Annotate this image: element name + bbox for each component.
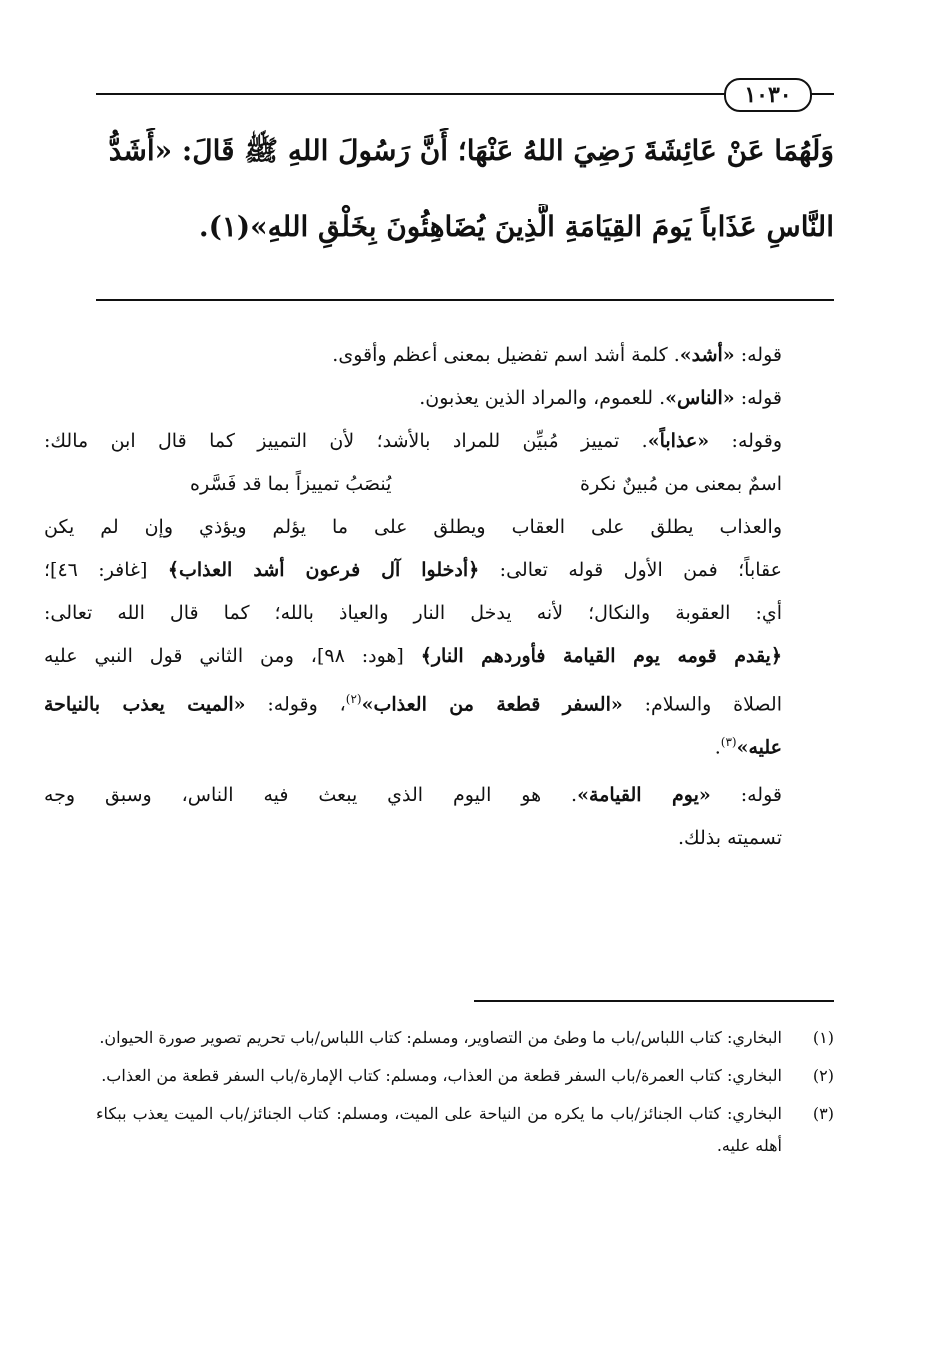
footnote-text: البخاري: كتاب العمرة/باب السفر قطعة من العذاب، ومسلم: كتاب الإمارة/باب السفر قطعة من العذاب.: [101, 1066, 782, 1085]
hadith-line-2: النَّاسِ عَذَاباً يَومَ القِيَامَةِ الَّذِينَ يُضَاهِئُونَ بِخَلْقِ اللهِ»(١).: [198, 210, 834, 243]
hadith-quote: «السفر قطعة من العذاب»: [361, 693, 623, 716]
footnote: [96, 1098, 834, 1162]
term: «الناس»: [665, 387, 735, 409]
verse-first-hemistich: اسمٌ بمعنى من مُبينٌ نكرة: [580, 473, 782, 495]
footnote: [96, 1060, 834, 1092]
commentary-line: قوله: «الناس». للعموم، والمراد الذين يعذبون.: [419, 387, 782, 409]
section-divider: [96, 299, 834, 301]
commentary-line: عقاباً؛ فمن الأول قوله تعالى: ﴿أدخلوا آل فرعون أشد العذاب﴾ [غافر: ٤٦]؛: [44, 559, 782, 581]
footnote-divider: [474, 1000, 834, 1002]
verse-reference: [غافر: ٤٦]؛: [44, 559, 168, 581]
hadith-text: [96, 128, 834, 250]
commentary-line: ﴿يقدم قومه يوم القيامة فأوردهم النار﴾ [هود: ٩٨]، ومن الثاني قول النبي عليه: [44, 645, 782, 667]
footnote-number: (٣): [812, 1104, 834, 1123]
commentary-line: والعذاب يطلق على العقاب ويطلق على ما يؤلم ويؤذي وإن لم يكن: [44, 516, 782, 538]
commentary: [44, 334, 782, 860]
page-header: [96, 74, 834, 114]
footnote-marker: (٢): [345, 692, 362, 706]
commentary-line: قوله: «أشد». كلمة أشد اسم تفضيل بمعنى أعظم وأقوى.: [332, 344, 782, 366]
verse-reference: [هود: ٩٨]: [316, 645, 421, 667]
quran-verse: ﴿يقدم قومه يوم القيامة فأوردهم النار﴾: [420, 645, 782, 667]
term: «عذاباً»: [647, 430, 710, 452]
footnotes: [96, 1022, 834, 1168]
hadith-quote: عليه»: [736, 736, 782, 759]
footnote-number: (١): [812, 1028, 834, 1047]
commentary-line: تسميته بذلك.: [677, 827, 782, 849]
footnote-text: البخاري: كتاب اللباس/باب ما وطئ من التصاوير، ومسلم: كتاب اللباس/باب تحريم تصوير صورة الحيوان.: [99, 1028, 782, 1047]
hadith-quote: «الميت يعذب بالنياحة: [44, 693, 246, 716]
footnote: [96, 1022, 834, 1054]
verse-second-hemistich: يُنصَبُ تمييزاً بما قد فَسَّره: [190, 473, 392, 495]
poetry-verse: [190, 463, 782, 506]
quran-verse: ﴿أدخلوا آل فرعون أشد العذاب﴾: [167, 559, 480, 581]
commentary-line: قوله: «يوم القيامة». هو اليوم الذي يبعث فيه الناس، وسبق وجه: [44, 784, 782, 806]
term: «يوم القيامة»: [577, 784, 711, 806]
commentary-line: وقوله: «عذاباً». تمييز مُبيِّن للمراد بالأشد؛ لأن التمييز كما قال ابن مالك:: [44, 430, 782, 452]
footnote-text: البخاري: كتاب الجنائز/باب ما يكره من النياحة على الميت، ومسلم: كتاب الجنائز/باب الميت يعذب ببكاء أهله عليه.: [96, 1104, 782, 1155]
page-number: ١٠٣٠: [724, 78, 812, 112]
commentary-line: عليه»$^{(٣)}$.: [714, 735, 782, 759]
footnote-marker: (٣): [720, 735, 737, 749]
commentary-line: الصلاة والسلام: «السفر قطعة من العذاب»$^{(٢)}$، وقوله: «الميت يعذب بالنياحة: [44, 692, 782, 716]
hadith-line-1: وَلَهُمَا عَنْ عَائِشَةَ رَضِيَ اللهُ عَنْهَا؛ أَنَّ رَسُولَ اللهِ ﷺ قَالَ: «أَشَدُّ: [108, 134, 834, 167]
footnote-number: (٢): [812, 1066, 834, 1085]
commentary-line: أي: العقوبة والنكال؛ لأنه يدخل النار والعياذ بالله؛ كما قال الله تعالى:: [44, 602, 782, 624]
term: «أشد»: [679, 344, 735, 366]
